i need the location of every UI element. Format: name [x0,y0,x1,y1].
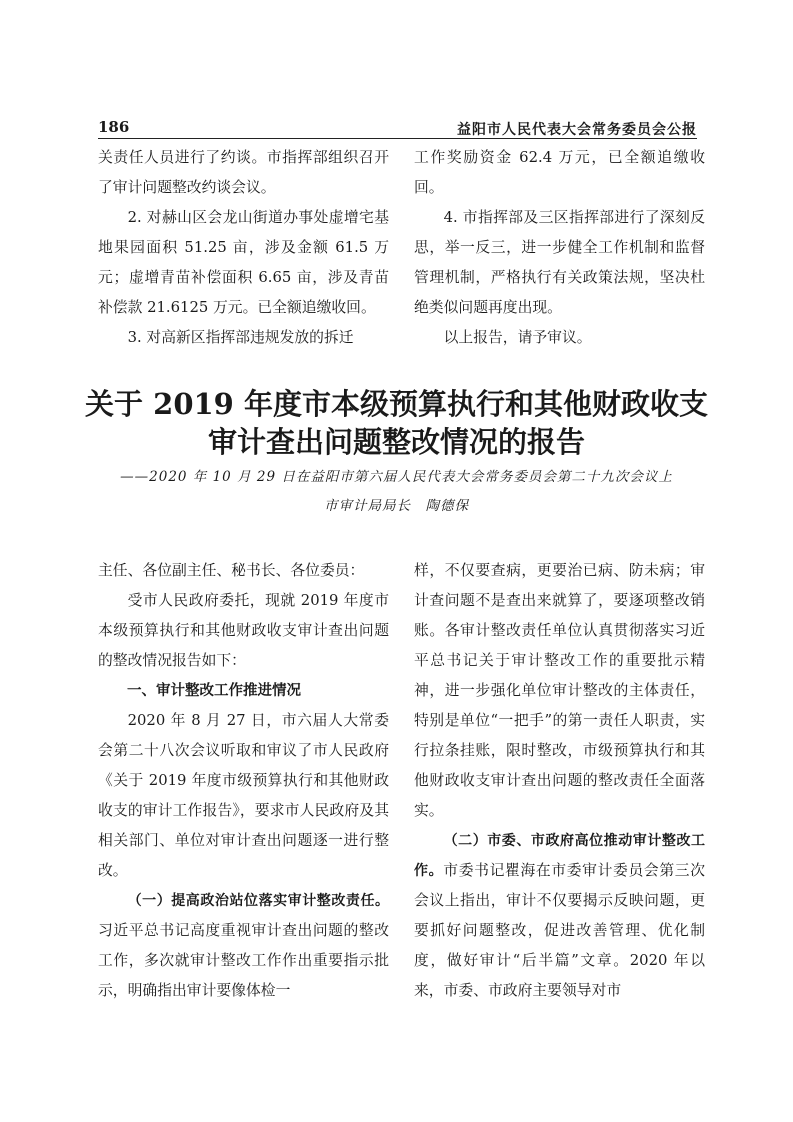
header-rule [98,138,697,139]
paragraph [414,826,705,1006]
paragraph: 2. 对赫山区会龙山街道办事处虚增宅基地果园面积 51.25 亩，涉及金额 61.5 万元；虚增青苗补偿面积 6.65 亩，涉及青苗补偿款 21.6125 万元。已全额追缴收回。 [98,209,389,316]
publication-title: 益阳市人民代表大会常务委员会公报 [457,122,697,138]
paragraph: 工作奖励资金 62.4 万元，已全额追缴收回。 [414,149,705,196]
paragraph: 4. 市指挥部及三区指挥部进行了深刻反思，举一反三，进一步健全工作机制和监督管理机制，严格执行有关政策法规，坚决杜绝类似问题再度出现。 [414,209,705,316]
paragraph-text: 市委书记瞿海在市委审计委员会第三次会议上指出，审计不仅要揭示反映问题，更要抓好问题整改，促进改善管理、优化制度，做好审计“后半篇”文章。2020 年以来，市委、市政府主要领导对市 [414,862,705,999]
top-right-column [414,143,705,353]
paragraph: 以上报告，请予审议。 [443,329,592,346]
report-title-line2: 审计查出问题整改情况的报告 [207,425,585,459]
bottom-right-column [414,556,705,1006]
page-header [98,118,697,138]
bottom-left-column [98,556,389,1006]
report-subtitle-line1: ——2020 年 10 月 29 日在益阳市第六届人民代表大会常务委员会第二十九次会议上 [120,469,673,485]
paragraph-text: 习近平总书记高度重视审计查出问题的整改工作，多次就审计整改工作作出重要指示批示，明确指出审计要像体检一 [98,922,389,999]
paragraph: 样，不仅要查病，更要治已病、防未病；审计查问题不是查出来就算了，要逐项整改销账。各审计整改责任单位认真贯彻落实习近平总书记关于审计整改工作的重要批示精神，进一步强化单位审计整改的主体责任，特别是单位“一把手”的第一责任人职责，实行拉条挂账，限时整改，市级预算执行和其他财政收支审计查出问题的整改责任全面落实。 [414,562,705,819]
salutation: 主任、各位副主任、秘书长、各位委员： [98,562,365,579]
paragraph: 2020 年 8 月 27 日，市六届人大常委会第二十八次会议听取和审议了市人民政府《关于 2019 年度市级预算执行和其他财政收支的审计工作报告》，要求市人民政府及其相关部门、单位对审计查出问题逐一进行整改。 [98,712,389,879]
report-author: 市审计局局长 陶德保 [324,498,469,514]
section-heading: 一、审计整改工作推进情况 [127,683,301,699]
page-number: 186 [98,118,130,136]
report-title-line1: 关于 2019 年度市本级预算执行和其他财政收支 [85,387,708,421]
paragraph: 受市人民政府委托，现就 2019 年度市本级预算执行和其他财政收支审计查出问题的整改情况报告如下： [98,592,389,669]
paragraph: 3. 对高新区指挥部违规发放的拆迁 [127,329,354,346]
paragraph [98,886,389,1006]
paragraph: 关责任人员进行了约谈。市指挥部组织召开了审计问题整改约谈会议。 [98,149,389,196]
subsection-heading: （二）市委、市政府高位推动审计整改工作。 [414,833,705,879]
top-left-column [98,143,389,353]
subsection-heading: （一）提高政治站位落实审计整改责任。 [127,893,389,909]
